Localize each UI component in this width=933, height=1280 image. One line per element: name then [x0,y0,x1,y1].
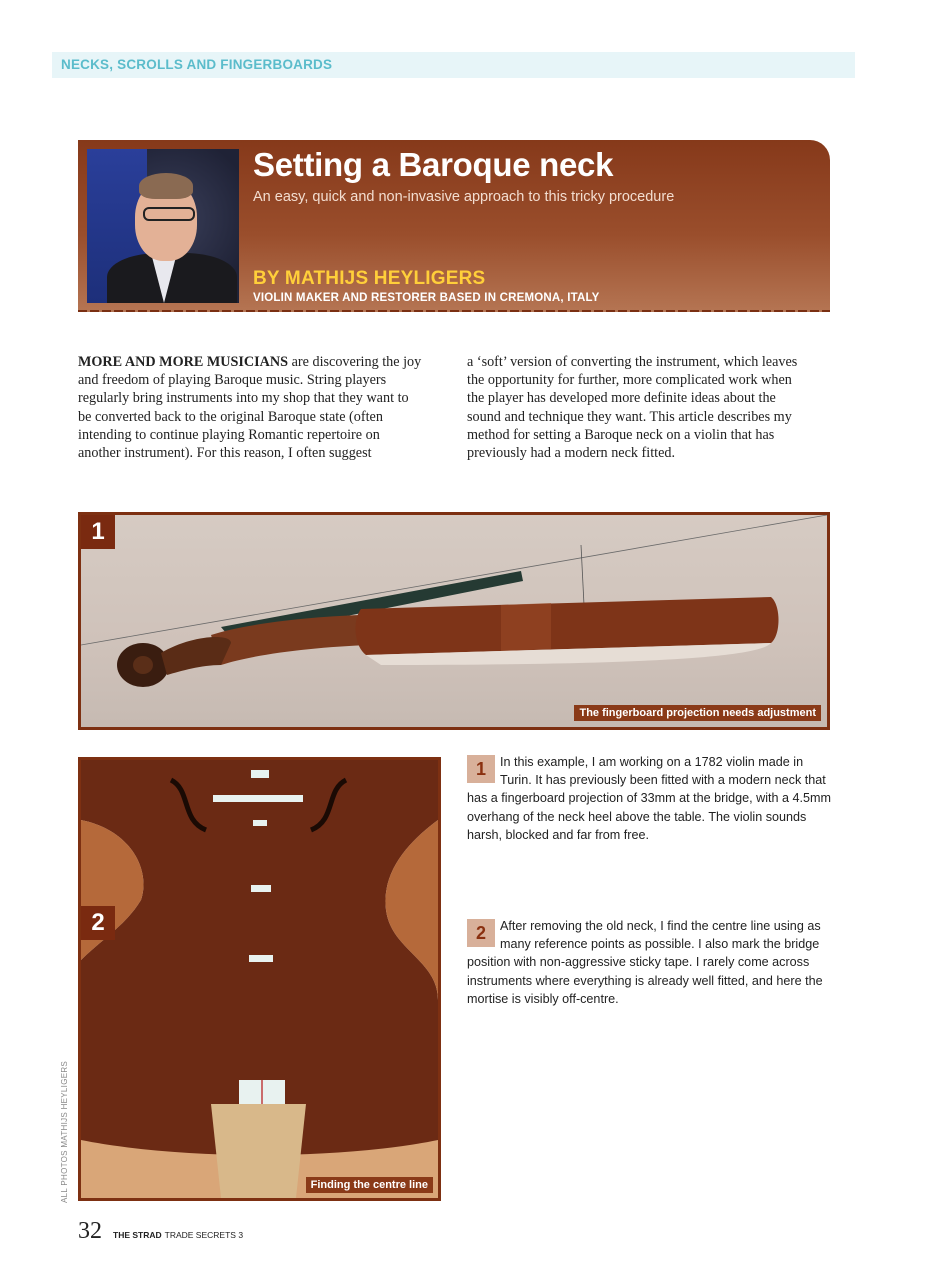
neck-block [211,1104,306,1198]
neck [211,615,371,665]
tape-bridge [213,795,303,802]
body-highlight [501,603,551,651]
author-byline: BY MATHIJS HEYLIGERS [253,268,486,289]
step-number-badge: 1 [467,755,495,783]
violin-top-illustration [81,760,438,1198]
page-number: 32 [78,1218,102,1244]
photo-violin-side [78,512,830,730]
violin-side-illustration [81,515,827,727]
photo-credit: ALL PHOTOS MATHIJS HEYLIGERS [60,1060,69,1203]
step-2 [467,917,835,1008]
article-subtitle: An easy, quick and non-invasive approach to this tricky procedure [253,189,675,205]
publication-name: THE STRAD [113,1230,162,1240]
intro-lead: MORE AND MORE MUSICIANS [78,354,289,370]
photo-violin-top [78,757,441,1201]
portrait-hair [139,173,193,199]
article-header [78,140,830,312]
step-number-badge: 2 [467,919,495,947]
tape-mark [249,955,273,962]
photo-number-badge: 2 [81,906,115,940]
header-dashed-rule [78,310,830,312]
pegbox [161,637,231,675]
scroll-eye [133,656,153,674]
article-title: Setting a Baroque neck [253,146,614,183]
intro-left-text: are discovering the joy and freedom of playing Baroque music. String players regularly bring instruments into my shop that they want to be converted back to the original Baroque state (often intending to continue playing Romantic repertoire on another instrument). For this reason, I often suggest [78,354,422,462]
string-line-vertical [581,545,584,605]
section-header-bar [52,52,855,78]
footer-publication [113,1230,243,1240]
tape-mark [251,770,269,778]
portrait-glasses [143,207,195,221]
section-label: NECKS, SCROLLS AND FINGERBOARDS [61,57,333,72]
tape-mark [253,820,267,826]
photo-number-badge: 1 [81,515,115,549]
photo-caption: Finding the centre line [306,1177,433,1193]
step-text: After removing the old neck, I find the centre line using as many reference points as possible. I also mark the bridge position with non-aggressive sticky tape. I rarely come across instruments where everything is already well fitted, and here the mortise is visibly off-centre. [467,919,823,1006]
publication-series: TRADE SECRETS 3 [164,1230,244,1240]
intro-column-left [78,353,423,462]
tape-mark [251,885,271,892]
intro-column-right: a ‘soft’ version of converting the instrument, which leaves the opportunity for further, more complicated work when the player has developed more definite ideas about the sound and technique they want. This article describes my method for setting a Baroque neck on a violin that has previously had a modern neck fitted. [467,354,798,462]
author-portrait [87,149,239,303]
step-1 [467,753,835,844]
step-text: In this example, I am working on a 1782 violin made in Turin. It has previously been fitted with a modern neck that has a fingerboard projection of 33mm at the bridge, with a 4.5mm overhang of the neck heel above the table. The violin sounds harsh, blocked and far from free. [467,755,832,842]
author-role: VIOLIN MAKER AND RESTORER BASED IN CREMONA, ITALY [253,292,600,304]
photo-caption: The fingerboard projection needs adjustment [574,705,821,721]
